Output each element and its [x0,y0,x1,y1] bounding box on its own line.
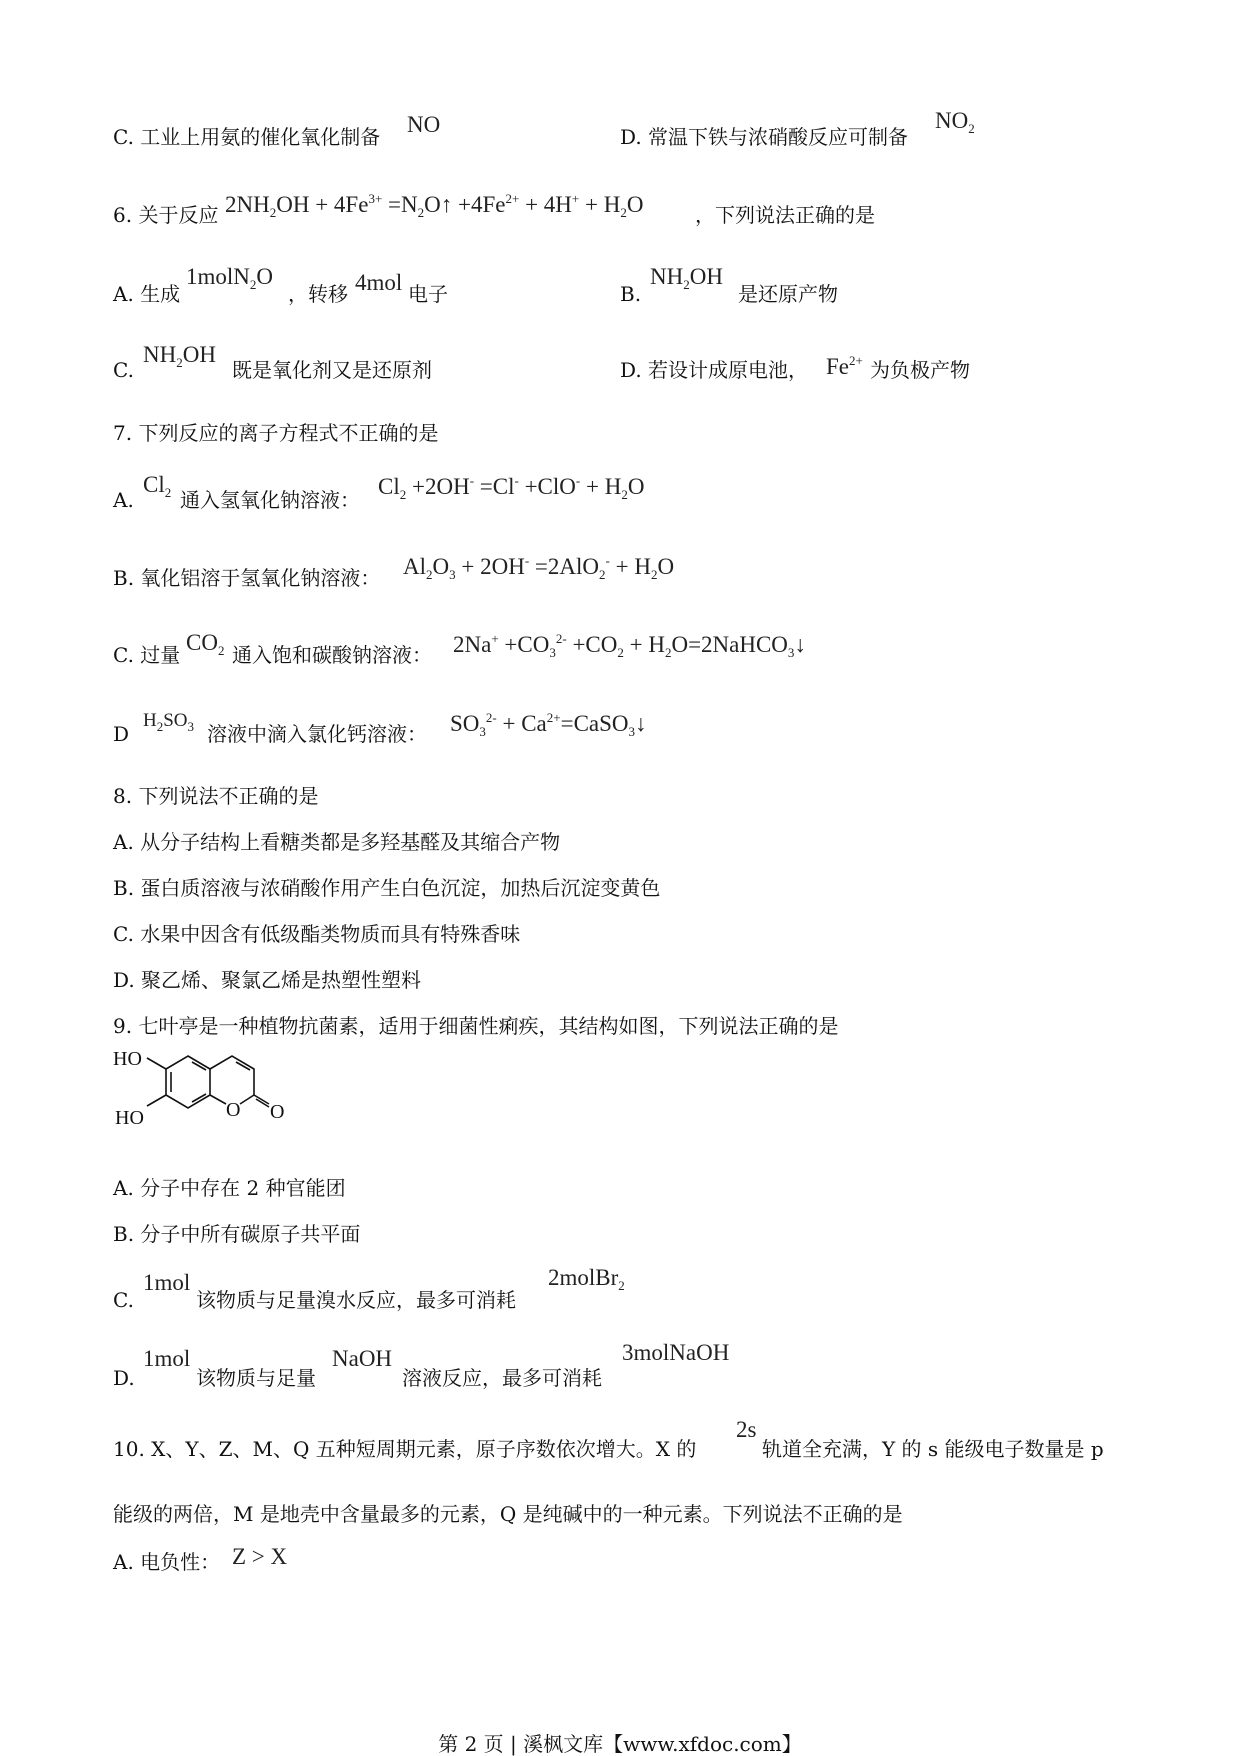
esculetin-structure-diagram [113,1050,303,1140]
q7-option-d-equation: $SO_3^{2-}$ + $Ca^{2+}=CaSO_3↓$ [450,710,647,739]
page-footer: 第 2 页 | 溪枫文库【www.xfdoc.com】 [438,1732,802,1756]
q6-option-c-text: 既是氧化剂又是还原剂 [232,358,432,382]
q9-option-c-label: C. [113,1288,134,1312]
q7-option-a-text: 通入氢氧化钠溶液： [180,488,360,512]
q7-option-a-formula: $Cl_2$ [143,472,172,500]
q8-stem: 8. 下列说法不正确的是 [113,784,319,808]
q10-stem-part1: 10. X、Y、Z、M、Q 五种短周期元素，原子序数依次增大。X 的 [113,1437,697,1461]
q8-option-d: D. 聚乙烯、聚氯乙烯是热塑性塑料 [113,968,422,992]
q7-option-d-formula: $H_2SO_3$ [143,710,195,734]
q6-option-b-formula: $NH_2OH$ [650,264,723,292]
structure-carbonyl-oxygen-label: O [270,1101,285,1123]
q7-stem: 7. 下列反应的离子方程式不正确的是 [113,421,439,445]
q10-formula-2s: 2s [736,1417,757,1442]
q6-option-d-text: 为负极产物 [870,358,970,382]
q10-option-a-formula: Z > X [232,1544,288,1569]
q6-option-b-label: B. [620,282,642,306]
q9-option-d-text1: 该物质与足量 [196,1366,316,1390]
q8-option-a: A. 从分子结构上看糖类都是多羟基醛及其缩合产物 [113,830,561,854]
q10-stem-part3: 能级的两倍，M 是地壳中含量最多的元素，Q 是纯碱中的一种元素。下列说法不正确的是 [113,1502,903,1526]
q7-option-a-label: A. [113,488,134,512]
q5-option-d-formula: $NO_2$ [935,108,975,136]
structure-ho-top-label: HO [113,1050,142,1070]
q8-option-b: B. 蛋白质溶液与浓硝酸作用产生白色沉淀，加热后沉淀变黄色 [113,876,661,900]
q7-option-b-label: B. 氧化铝溶于氢氧化钠溶液： [113,566,381,590]
q6-stem-suffix: ，下列说法正确的是 [695,203,875,227]
q9-option-d-text2: 溶液反应，最多可消耗 [402,1366,602,1390]
q7-option-d-label: D [113,722,130,746]
q6-option-d-label: D. 若设计成原电池， [620,358,809,382]
q10-option-a-label: A. 电负性： [113,1550,221,1574]
q7-option-c-formula: $CO_2$ [186,630,225,658]
q7-option-c-label: C. 过量 [113,643,181,667]
q9-option-b: B. 分子中所有碳原子共平面 [113,1222,361,1246]
q9-option-c-text: 该物质与足量溴水反应，最多可消耗 [196,1288,516,1312]
q7-option-d-text: 溶液中滴入氯化钙溶液： [207,722,427,746]
q5-option-d: D. 常温下铁与浓硝酸反应可制备 [620,125,909,149]
q5-option-c: C. 工业上用氨的催化氧化制备 [113,125,381,149]
q10-stem-part2: 轨道全充满，Y 的 s 能级电子数量是 p [762,1437,1104,1461]
q6-option-a-formula2: 4mol [355,270,403,295]
q6-option-a-label: A. 生成 [113,282,181,306]
q9-stem: 9. 七叶亭是一种植物抗菌素，适用于细菌性痢疾，其结构如图，下列说法正确的是 [113,1014,839,1038]
q9-option-d-formula2: NaOH [332,1346,393,1371]
q6-stem-prefix: 6. 关于反应 [113,203,219,227]
q9-option-c-formula2: 2molBr$_2$ [548,1265,625,1293]
q6-option-c-label: C. [113,358,134,382]
q9-option-d-formula1: 1mol [143,1346,191,1371]
q6-option-c-formula: $NH_2OH$ [143,342,216,370]
q5-option-c-formula: NO [407,112,441,137]
structure-ring-oxygen-label: O [226,1099,241,1121]
q6-option-b-text: 是还原产物 [738,282,838,306]
q6-equation: $2NH_2OH + 4Fe^{3+}$ $=N_2O↑ +4Fe^{2+} + 4H^+ + H_2O$ [225,191,644,220]
q8-option-c: C. 水果中因含有低级酯类物质而具有特殊香味 [113,922,521,946]
q7-option-c-text: 通入饱和碳酸钠溶液： [232,643,432,667]
q9-option-c-formula1: 1mol [143,1270,191,1295]
q6-option-a-mid: ，转移 [288,282,348,306]
q6-option-a-formula1: 1molN$_2$O [186,264,274,292]
q7-option-a-equation: $Cl_2 +2OH^- =Cl^- +ClO^- + H_2O$ [378,473,645,502]
q9-option-a: A. 分子中存在 2 种官能团 [113,1176,346,1200]
structure-ho-bottom-label: HO [115,1107,144,1129]
q6-option-d-formula: $Fe^{2+}$ [826,353,863,379]
q7-option-c-equation: $2Na^+ +CO_3^{2-} +CO_2$ + $H_2O=2NaHCO_3↓$ [453,631,806,660]
q7-option-b-equation: $Al_2O_3 + 2OH^- =2AlO_2^- + H_2O$ [403,553,675,582]
q6-option-a-end: 电子 [408,282,448,306]
q9-option-d-label: D. [113,1366,135,1390]
q9-option-d-formula3: 3molNaOH [622,1340,730,1365]
